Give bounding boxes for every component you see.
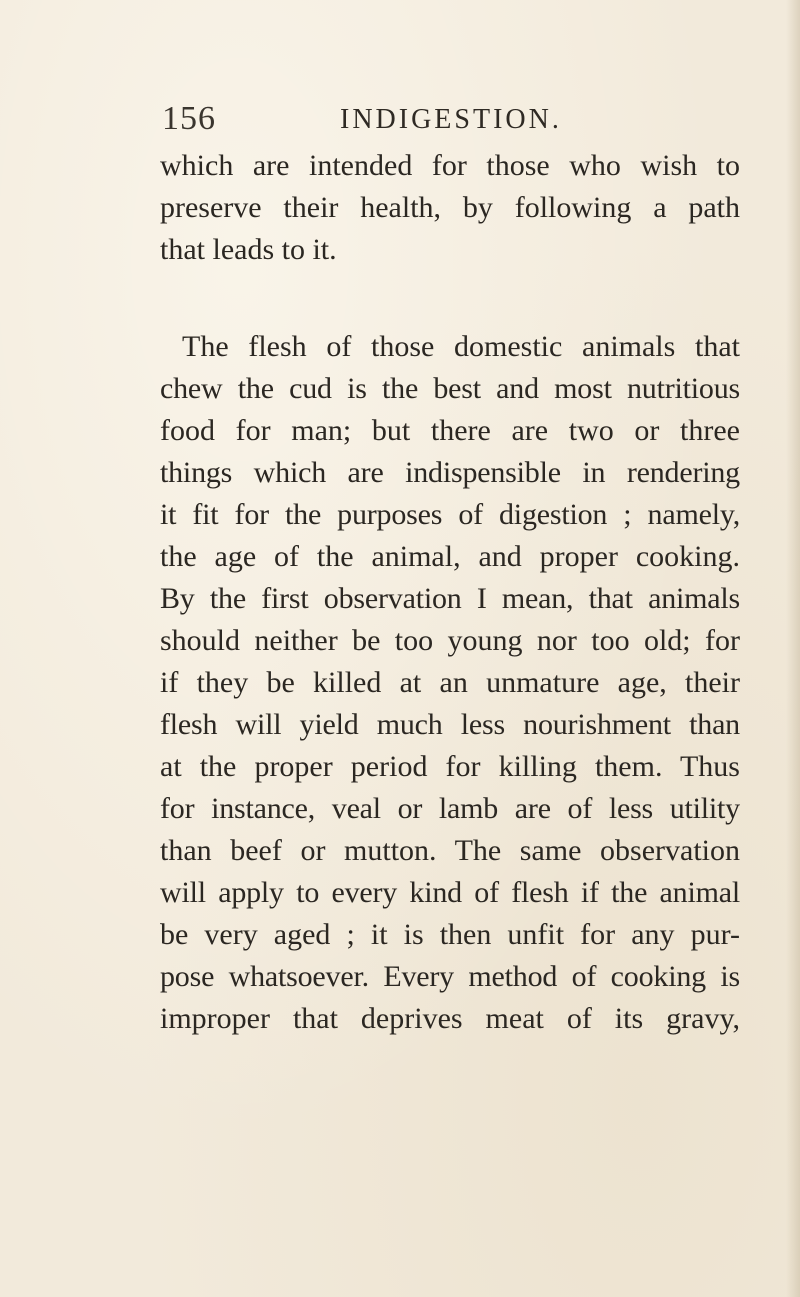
text-line: chew the cud is the best and most nutritious <box>160 372 740 405</box>
text-line: if they be killed at an unmature age, their <box>160 666 740 699</box>
paragraph-1 <box>160 145 740 271</box>
page-number: 156 <box>162 100 216 137</box>
text-line: things which are indispensible in rendering <box>160 456 740 489</box>
text-line: than beef or mutton. The same observation <box>160 834 740 867</box>
page-edge-shadow <box>786 0 800 1297</box>
text-line: improper that deprives meat of its gravy, <box>160 1002 740 1035</box>
text-line: By the first observation I mean, that animals <box>160 582 740 615</box>
text-line: be very aged ; it is then unfit for any pur- <box>160 918 740 951</box>
text-line: will apply to every kind of flesh if the animal <box>160 876 740 909</box>
text-line: which are intended for those who wish to <box>160 149 740 182</box>
running-head-title: INDIGESTION. <box>340 104 562 135</box>
text-line: for instance, veal or lamb are of less utility <box>160 792 740 825</box>
text-line: at the proper period for killing them. Thus <box>160 750 740 783</box>
paragraph-2 <box>160 326 740 1040</box>
body-text <box>160 145 740 1040</box>
text-line: The flesh of those domestic animals that <box>182 330 740 363</box>
running-head <box>162 100 722 140</box>
text-line: the age of the animal, and proper cooking. <box>160 540 740 573</box>
paragraph-gap <box>160 271 740 326</box>
text-line: should neither be too young nor too old; for <box>160 624 740 657</box>
text-line: it fit for the purposes of digestion ; namely, <box>160 498 740 531</box>
text-line: that leads to it. <box>160 233 337 266</box>
text-line: pose whatsoever. Every method of cooking is <box>160 960 740 993</box>
text-line: flesh will yield much less nourishment than <box>160 708 740 741</box>
text-line: preserve their health, by following a path <box>160 191 740 224</box>
text-line: food for man; but there are two or three <box>160 414 740 447</box>
